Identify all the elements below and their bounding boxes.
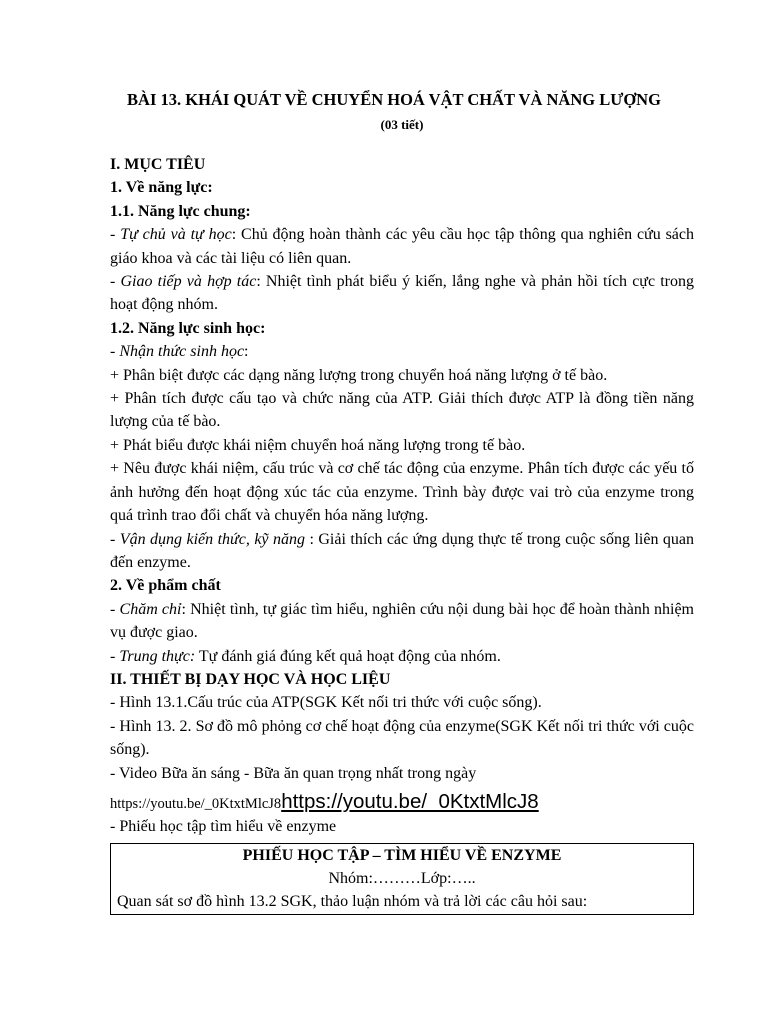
material-item: - Phiếu học tập tìm hiểu về enzyme: [110, 817, 337, 835]
video-link-text[interactable]: https://youtu.be/_0KtxtMlcJ8: [110, 795, 282, 812]
bullet-item: + Phát biểu được khái niệm chuyển hoá năng lượng trong tế bào.: [110, 436, 526, 454]
italic-term: Trung thực:: [119, 647, 196, 665]
paragraph-diligence: - Chăm chỉ: Nhiệt tình, tự giác tìm hiểu, nghiên cứu nội dung bài học để hoàn thành nhiệm vụ được giao.: [110, 600, 695, 642]
subheading-competence: 1. Về năng lực:: [110, 179, 213, 197]
video-link-line: [110, 785, 694, 815]
italic-term: Nhận thức sinh học: [119, 343, 245, 361]
worksheet-title: PHIẾU HỌC TẬP – TÌM HIỂU VỀ ENZYME: [242, 847, 562, 864]
italic-term: Chăm chỉ: [119, 600, 182, 618]
bullet-item: + Phân biệt được các dạng năng lượng trong chuyển hoá năng lượng ở tế bào.: [110, 366, 608, 384]
section-heading-objectives: I. MỤC TIÊU: [110, 156, 206, 173]
paragraph-application: - Vận dụng kiến thức, kỹ năng : Giải thích các ứng dụng thực tế trong cuộc sống liên quan đến enzyme.: [110, 530, 694, 571]
lesson-title: BÀI 13. KHÁI QUÁT VỀ CHUYỂN HOÁ VẬT CHẤT VÀ NĂNG LƯỢNG: [127, 90, 661, 109]
worksheet-box: [110, 843, 694, 915]
paragraph-honesty: - Trung thực: Tự đánh giá đúng kết quả hoạt động của nhóm.: [110, 647, 501, 665]
section-heading-materials: II. THIẾT BỊ DẠY HỌC VÀ HỌC LIỆU: [110, 670, 391, 688]
bullet-item: + Phân tích được cấu tạo và chức năng của ATP. Giải thích được ATP là đồng tiền năng lượng của tế bào.: [110, 390, 694, 431]
material-item: - Video Bữa ăn sáng - Bữa ăn quan trọng nhất trong ngày: [110, 764, 477, 782]
worksheet-group-line: Nhóm:………Lớp:…..: [328, 870, 476, 887]
italic-term: Vận dụng kiến thức, kỹ năng: [119, 530, 305, 548]
worksheet-instruction: Quan sát sơ đồ hình 13.2 SGK, thảo luận nhóm và trả lời các câu hỏi sau:: [117, 893, 588, 910]
italic-term: Giao tiếp và hợp tác: [120, 273, 257, 291]
subheading-qualities: 2. Về phẩm chất: [110, 577, 221, 595]
bullet-item: + Nêu được khái niệm, cấu trúc và cơ chế tác động của enzyme. Phân tích được các yếu tố ảnh hưởng đến hoạt động xúc tác của enzyme. Trình bày được vai trò của enzyme trong quá trình trao đổi chất và chuyển hóa năng lượng.: [110, 460, 694, 525]
italic-term: Tự chủ và tự học: [120, 226, 232, 244]
subheading-general-competence: 1.1. Năng lực chung:: [110, 202, 251, 220]
subheading-biology-competence: 1.2. Năng lực sinh học:: [110, 319, 266, 337]
document-body: [110, 153, 694, 838]
video-hyperlink[interactable]: https://youtu.be/_0KtxtMlcJ8: [281, 789, 539, 813]
paragraph-self-study: - Tự chủ và tự học: Chủ động hoàn thành các yêu cầu học tập thông qua nghiên cứu sách giáo khoa và các tài liệu có liên quan.: [110, 226, 695, 267]
material-item: - Hình 13. 2. Sơ đồ mô phỏng cơ chế hoạt động của enzyme(SGK Kết nối tri thức với cuộc sống).: [110, 717, 694, 759]
paragraph-biology-awareness: - Nhận thức sinh học:: [110, 343, 249, 361]
lesson-duration: (03 tiết): [380, 117, 424, 132]
paragraph-cooperation: - Giao tiếp và hợp tác: Nhiệt tình phát biểu ý kiến, lắng nghe và phản hồi tích cực trong hoạt động nhóm.: [110, 273, 695, 314]
material-item: - Hình 13.1.Cấu trúc của ATP(SGK Kết nối tri thức với cuộc sống).: [110, 694, 542, 712]
